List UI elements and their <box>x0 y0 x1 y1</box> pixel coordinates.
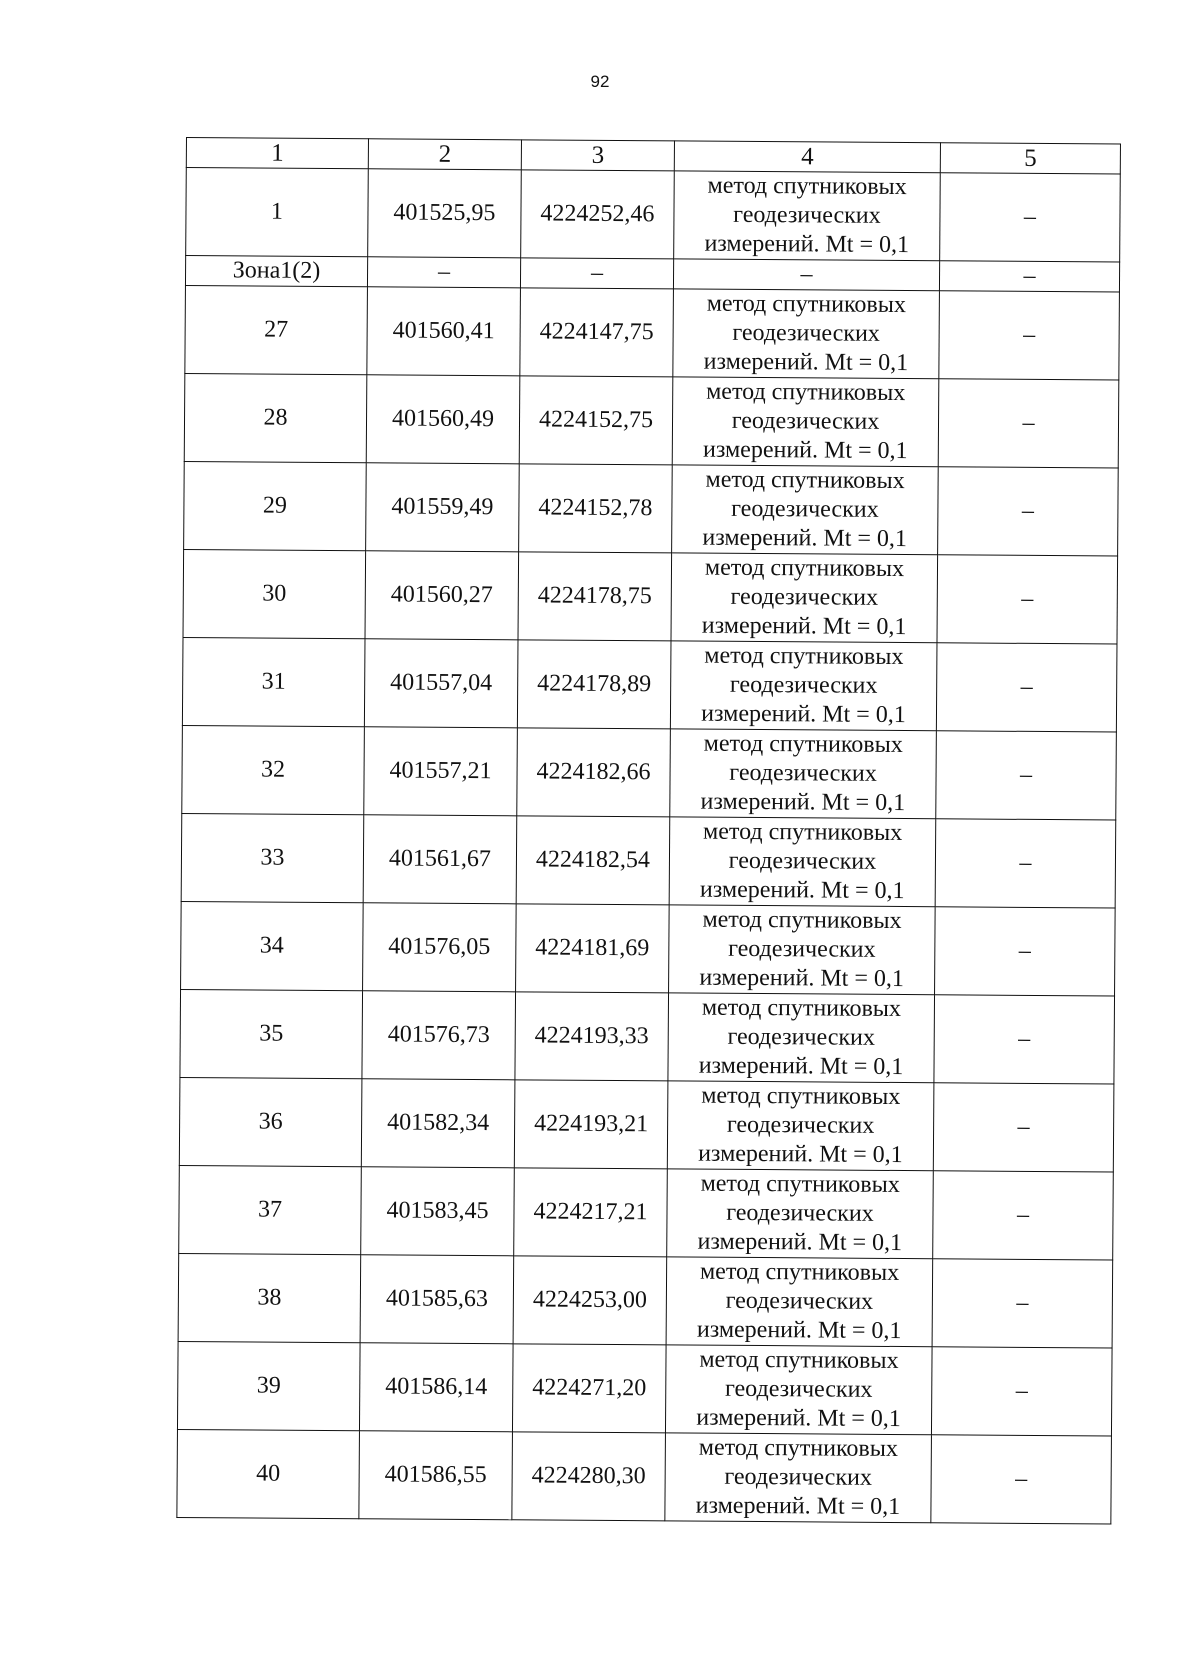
y-coordinate-cell: 4224252,46 <box>521 170 675 259</box>
table-body <box>177 138 1121 1524</box>
method-text-line: геодезических <box>732 319 880 347</box>
y-coordinate-cell: 4224152,75 <box>519 376 673 465</box>
x-coordinate-cell: 401560,49 <box>366 375 520 464</box>
x-coordinate-cell: 401525,95 <box>368 169 522 258</box>
method-text-line: геодезических <box>724 1463 872 1491</box>
table-row <box>181 813 1116 908</box>
table-row <box>180 989 1115 1084</box>
method-cell <box>669 905 936 995</box>
x-coordinate-cell: 401576,05 <box>363 903 517 992</box>
method-text-line: метод спутниковых <box>701 1082 901 1111</box>
note-cell: – <box>935 907 1116 996</box>
note-cell: – <box>936 643 1117 732</box>
point-number-cell: 30 <box>183 549 366 638</box>
table-row <box>184 461 1119 556</box>
method-text-line: измерений. Mt = 0,1 <box>698 1140 903 1169</box>
method-text-line: метод спутниковых <box>707 172 907 201</box>
method-cell <box>668 993 935 1083</box>
y-coordinate-cell: 4224217,21 <box>514 1168 668 1257</box>
method-text-line: метод спутниковых <box>703 818 903 847</box>
header-cell-2: 2 <box>368 139 521 170</box>
y-coordinate-cell: 4224182,54 <box>516 816 670 905</box>
y-coordinate-cell: 4224178,89 <box>517 640 671 729</box>
point-number-cell: 32 <box>182 725 365 814</box>
note-cell: – <box>939 261 1119 292</box>
y-coordinate-cell: 4224152,78 <box>519 464 673 553</box>
method-text-line: измерений. Mt = 0,1 <box>698 1052 904 1081</box>
method-text-line: – <box>800 261 813 288</box>
method-text-line: геодезических <box>728 847 877 875</box>
y-coordinate-cell: 4224193,33 <box>515 992 669 1081</box>
page-number: 92 <box>590 72 610 91</box>
note-cell: – <box>933 1083 1114 1172</box>
table-row <box>186 168 1121 263</box>
point-number-cell: 28 <box>184 373 367 462</box>
note-cell: – <box>931 1435 1112 1524</box>
y-coordinate-cell: 4224182,66 <box>517 728 671 817</box>
method-text-line: метод спутниковых <box>705 466 905 495</box>
point-number-cell: 29 <box>184 461 367 550</box>
x-coordinate-cell: 401586,14 <box>359 1343 513 1432</box>
note-cell: – <box>931 1347 1112 1436</box>
table-row <box>182 637 1117 732</box>
method-cell <box>672 465 939 555</box>
method-text-line: геодезических <box>725 1287 874 1315</box>
method-cell <box>666 1257 933 1347</box>
x-coordinate-cell: 401559,49 <box>366 463 520 552</box>
table-row <box>178 1253 1113 1348</box>
method-text-line: метод спутниковых <box>702 906 902 935</box>
y-coordinate-cell: 4224193,21 <box>514 1080 668 1169</box>
point-number-cell: 27 <box>185 285 368 374</box>
x-coordinate-cell: 401557,04 <box>364 639 518 728</box>
method-cell <box>673 259 939 291</box>
y-coordinate-cell: – <box>520 258 673 289</box>
method-text-line: измерений. Mt = 0,1 <box>699 876 905 905</box>
table-row <box>184 373 1119 468</box>
method-cell <box>667 1081 934 1171</box>
method-cell <box>667 1169 934 1259</box>
point-number-cell: 39 <box>177 1341 360 1430</box>
method-text-line: измерений. Mt = 0,1 <box>696 1404 901 1433</box>
table-row <box>182 725 1117 820</box>
method-cell <box>665 1433 932 1523</box>
x-coordinate-cell: – <box>367 257 520 288</box>
x-coordinate-cell: 401560,41 <box>367 287 521 376</box>
method-text-line: измерений. Mt = 0,1 <box>700 788 906 817</box>
method-text-line: геодезических <box>729 759 877 787</box>
x-coordinate-cell: 401560,27 <box>365 551 519 640</box>
point-number-cell: 40 <box>177 1429 360 1518</box>
method-cell <box>665 1345 932 1435</box>
point-number-cell: 35 <box>180 989 363 1078</box>
x-coordinate-cell: 401557,21 <box>364 727 518 816</box>
method-text-line: метод спутниковых <box>701 994 902 1023</box>
method-text-line: метод спутниковых <box>699 1258 900 1287</box>
point-number-cell: 34 <box>181 901 364 990</box>
method-text-line: геодезических <box>730 583 879 611</box>
method-text-line: геодезических <box>731 407 880 435</box>
method-text-line: метод спутниковых <box>706 290 906 319</box>
note-cell: – <box>938 467 1119 556</box>
method-text-line: геодезических <box>729 671 878 699</box>
y-coordinate-cell: 4224178,75 <box>518 552 672 641</box>
method-text-line: измерений. Mt = 0,1 <box>699 964 905 993</box>
method-text-line: метод спутниковых <box>699 1346 899 1375</box>
point-number-cell: 31 <box>182 637 365 726</box>
method-text-line: измерений. Mt = 0,1 <box>704 230 910 259</box>
x-coordinate-cell: 401561,67 <box>363 815 517 904</box>
method-text-line: геодезических <box>726 1199 874 1227</box>
table-row <box>179 1165 1114 1260</box>
point-number-cell: 1 <box>186 168 369 257</box>
header-cell-5: 5 <box>940 143 1120 174</box>
header-cell-4: 4 <box>674 141 940 173</box>
x-coordinate-cell: 401583,45 <box>361 1167 515 1256</box>
y-coordinate-cell: 4224280,30 <box>512 1432 666 1521</box>
note-cell: – <box>932 1259 1113 1348</box>
method-text-line: геодезических <box>731 495 879 523</box>
method-text-line: метод спутниковых <box>703 730 903 759</box>
method-text-line: измерений. Mt = 0,1 <box>701 612 907 641</box>
method-text-line: геодезических <box>724 1375 873 1403</box>
note-cell: – <box>936 731 1117 820</box>
method-text-line: геодезических <box>733 201 881 229</box>
method-text-line: измерений. Mt = 0,1 <box>701 700 906 729</box>
method-cell <box>670 641 937 731</box>
method-cell <box>672 377 939 467</box>
note-cell: – <box>938 379 1119 468</box>
x-coordinate-cell: 401586,55 <box>359 1431 513 1520</box>
method-cell <box>673 289 940 379</box>
table-row <box>177 1341 1112 1436</box>
x-coordinate-cell: 401585,63 <box>360 1255 514 1344</box>
note-cell: – <box>935 819 1116 908</box>
method-cell <box>674 171 941 261</box>
method-text-line: метод спутниковых <box>704 554 905 583</box>
method-text-line: измерений. Mt = 0,1 <box>703 348 909 377</box>
method-text-line: измерений. Mt = 0,1 <box>702 524 908 553</box>
x-coordinate-cell: 401576,73 <box>362 991 516 1080</box>
x-coordinate-cell: 401582,34 <box>361 1079 515 1168</box>
note-cell: – <box>937 555 1118 644</box>
y-coordinate-cell: 4224271,20 <box>512 1344 666 1433</box>
method-cell <box>671 553 938 643</box>
point-number-cell: 37 <box>179 1165 362 1254</box>
method-text-line: геодезических <box>728 935 876 963</box>
header-cell-3: 3 <box>521 140 674 171</box>
table-row <box>183 549 1118 644</box>
method-cell <box>670 729 937 819</box>
note-cell: – <box>933 1171 1114 1260</box>
method-text-line: измерений. Mt = 0,1 <box>695 1492 901 1521</box>
table-row <box>181 901 1116 996</box>
table-row <box>179 1077 1114 1172</box>
header-cell-1: 1 <box>186 138 368 169</box>
point-number-cell: 36 <box>179 1077 362 1166</box>
point-number-cell: Зона1(2) <box>185 256 367 287</box>
y-coordinate-cell: 4224253,00 <box>513 1256 667 1345</box>
method-text-line: метод спутниковых <box>698 1434 898 1463</box>
y-coordinate-cell: 4224181,69 <box>516 904 670 993</box>
table-row <box>177 1429 1112 1524</box>
note-cell: – <box>934 995 1115 1084</box>
note-cell: – <box>940 173 1121 262</box>
method-text-line: геодезических <box>726 1111 875 1139</box>
method-text-line: метод спутниковых <box>706 378 906 407</box>
table-row <box>185 285 1120 380</box>
point-number-cell: 33 <box>181 813 364 902</box>
method-text-line: метод спутниковых <box>704 642 904 671</box>
method-text-line: измерений. Mt = 0,1 <box>696 1316 902 1345</box>
coordinates-table <box>176 137 1121 1524</box>
method-text-line: геодезических <box>727 1023 876 1051</box>
method-text-line: метод спутниковых <box>700 1170 900 1199</box>
point-number-cell: 38 <box>178 1253 361 1342</box>
method-text-line: измерений. Mt = 0,1 <box>697 1228 903 1257</box>
method-cell <box>669 817 936 907</box>
note-cell: – <box>939 291 1120 380</box>
y-coordinate-cell: 4224147,75 <box>520 288 674 377</box>
method-text-line: измерений. Mt = 0,1 <box>702 436 908 465</box>
